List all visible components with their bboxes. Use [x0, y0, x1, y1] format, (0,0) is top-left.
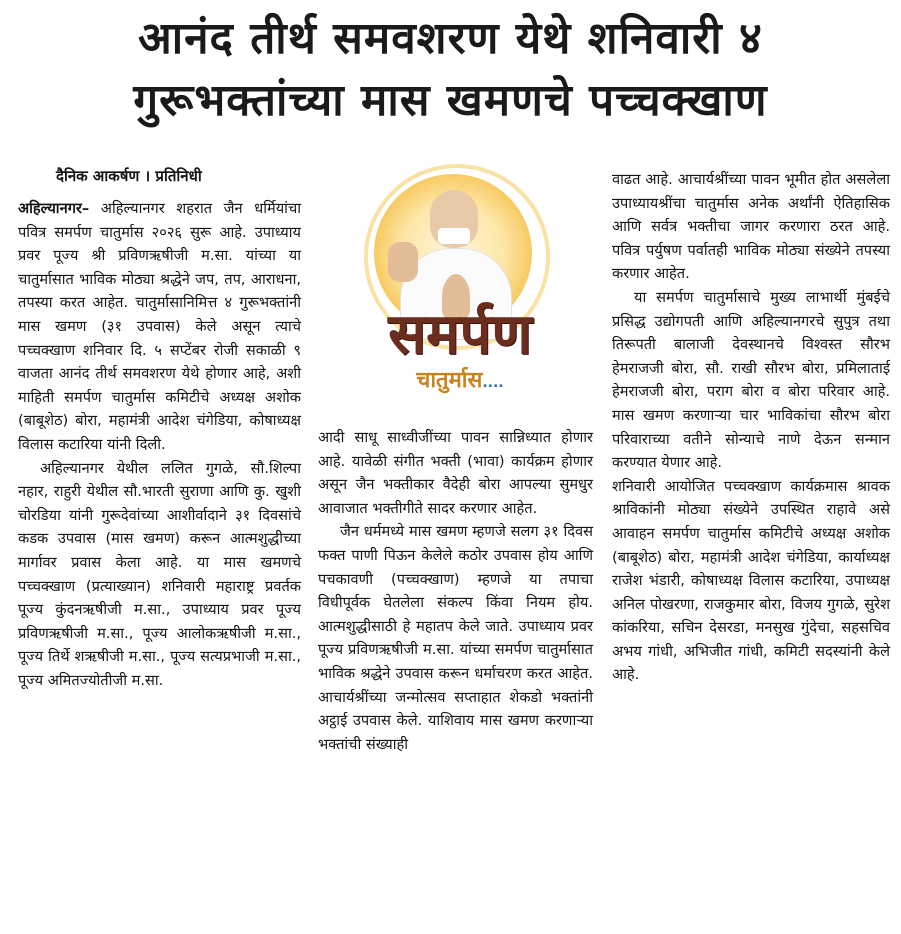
- logo-word: समर्पण: [388, 301, 532, 367]
- dateline: अहिल्यानगर–: [18, 200, 90, 217]
- logo-subtitle: [360, 364, 560, 394]
- article-column-3: [612, 168, 890, 687]
- samarpan-chaturmas-logo: [330, 170, 590, 415]
- logo-subtitle-text: चातुर्मास: [416, 368, 483, 393]
- paragraph: आदी साधू साध्वीजींच्या पावन सान्निध्यात होणार आहे. यावेळी संगीत भक्ती (भावा) कार्यक्रम होणार असून जैन भक्तीकार वैदेही बोरा आपल्या सुमधुर आवाजात भक्तीगीते सादर करणार आहेत.: [318, 429, 593, 517]
- logo-dots: ....: [482, 375, 504, 391]
- paragraph: [18, 197, 301, 457]
- byline: दैनिक आकर्षण । प्रतिनिधी: [56, 167, 202, 185]
- paragraph: वाढत आहे. आचार्यश्रींच्या पावन भूमीत होत असलेला उपाध्यायश्रींचा चातुर्मास अनेक अर्थांनी ऐतिहासिक आणि सर्वत्र भक्तीचा जागर करणारा ठरत आहे. पवित्र पर्युषण पर्वातही भाविक मोठ्या संख्येने तपस्या करणार आहेत.: [612, 171, 890, 283]
- paragraph: शनिवारी आयोजित पच्चक्खाण कार्यक्रमास श्रावक श्राविकांनी मोठ्या संख्येने उपस्थित राहावे असे आवाहन समर्पण चातुर्मास कमिटीचे अध्यक्ष अशोक (बाबूशेठ) बोरा, महामंत्री आदेश चंगेडिया, कार्याध्यक्ष राजेश भंडारी, कोषाध्यक्ष विलास कटारिया, उपाध्यक्ष अनिल पोखरणा, राजकुमार बोरा, विजय गुगळे, सुरेश कांकरिया, सचिन देसरडा, मनसुख गुंदेचा, सहसचिव अभय गांधी, अभिजीत गांधी, कमिटी सदस्यांनी केले आहे.: [612, 477, 890, 684]
- article-column-1: [18, 197, 301, 692]
- paragraph: या समर्पण चातुर्मासाचे मुख्य लाभार्थी मुंबईचे प्रसिद्ध उद्योगपती आणि अहिल्यानगरचे सुपुत्र तथा तिरूपती बालाजी देवस्थानचे विश्वस्त सौरभ हेमराजजी बोरा, सौ. राखी सौरभ बोरा, प्रमिलाताई हेमराजजी बोरा, पराग बोरा व बोरा परिवार आहे. मास खमण करणाऱ्या चार भाविकांचा सौरभ बोरा परिवाराच्या वतीने सोन्याचे नाणे देऊन सन्मान करण्यात येणार आहे.: [612, 288, 890, 472]
- paragraph: जैन धर्ममध्ये मास खमण म्हणजे सलग ३१ दिवस फक्त पाणी पिऊन केलेले कठोर उपवास होय आणि पचकावणी (पच्चक्खाण) म्हणजे या तपाचा विधीपूर्वक घेतलेला संकल्प किंवा नियम होय. आत्मशुद्धीसाठी हे महातप केले जाते. उपाध्याय प्रवर पूज्य प्रविणऋषीजी म.सा. यांच्या समर्पण चातुर्मासात भाविक श्रद्धेने उपवास करून धर्माचरण करत आहेत. आचार्यश्रींच्या जन्मोत्सव सप्ताहात शेकडो भक्तांनी अट्ठाई उपवास केले. याशिवाय मास खमण करणाऱ्या भक्तांची संख्याही: [318, 523, 593, 753]
- paragraph: अहिल्यानगर येथील ललित गुगळे, सौ.शिल्पा नहार, राहुरी येथील सौ.भारती सुराणा आणि कु. खुशी चोरडिया यांनी गुरूदेवांच्या आशीर्वादाने ३१ दिवसांचे कडक उपवास (मास खमण) करून आत्मशुद्धीच्या मार्गावर प्रवास केला आहे. या मास खमणचे पच्चक्खाण (प्रत्याख्यान) शनिवारी महाराष्ट्र प्रवर्तक पूज्य कुंदनऋषीजी म.सा., उपाध्याय प्रवर पूज्य प्रविणऋषीजी म.सा., पूज्य आलोकऋषीजी म.सा., पूज्य तिर्थे शऋषीजी म.सा., पूज्य सत्यप्रभाजी म.सा., पूज्य अमितज्योतीजी म.सा.: [18, 459, 301, 689]
- article-column-2: [318, 426, 593, 756]
- blessing-hand: [388, 242, 418, 282]
- headline-line-1: आनंद तीर्थ समवशरण येथे शनिवारी ४: [138, 13, 763, 64]
- mouth-cover: [438, 228, 470, 244]
- paragraph-text: अहिल्यानगर शहरात जैन धर्मियांचा पवित्र समर्पण चातुर्मास २०२६ सुरू आहे. उपाध्याय प्रवर पूज्य श्री प्रविणऋषीजी म.सा. यांच्या या चातुर्मासात भाविक मोठ्या श्रद्धेने जप, तप, आराधना, तपस्या करत आहेत. चातुर्मासानिमित्त ४ गुरूभक्तांनी मास खमण (३१ उपवास) केले असून त्याचे पच्चक्खाण शनिवार दि. ५ सप्टेंबर रोजी सकाळी ९ वाजता आनंद तीर्थ समवशरण येथे होणार आहे, अशी माहिती समर्पण चातुर्मास कमिटीचे अध्यक्ष अशोक (बाबूशेठ) बोरा, महामंत्री आदेश चंगेडिया, कोषाध्यक्ष विलास कटारिया यांनी दिली.: [18, 200, 301, 453]
- headline-line-2: गुरूभक्तांच्या मास खमणचे पच्चक्खाण: [133, 75, 768, 126]
- headline: [0, 8, 901, 132]
